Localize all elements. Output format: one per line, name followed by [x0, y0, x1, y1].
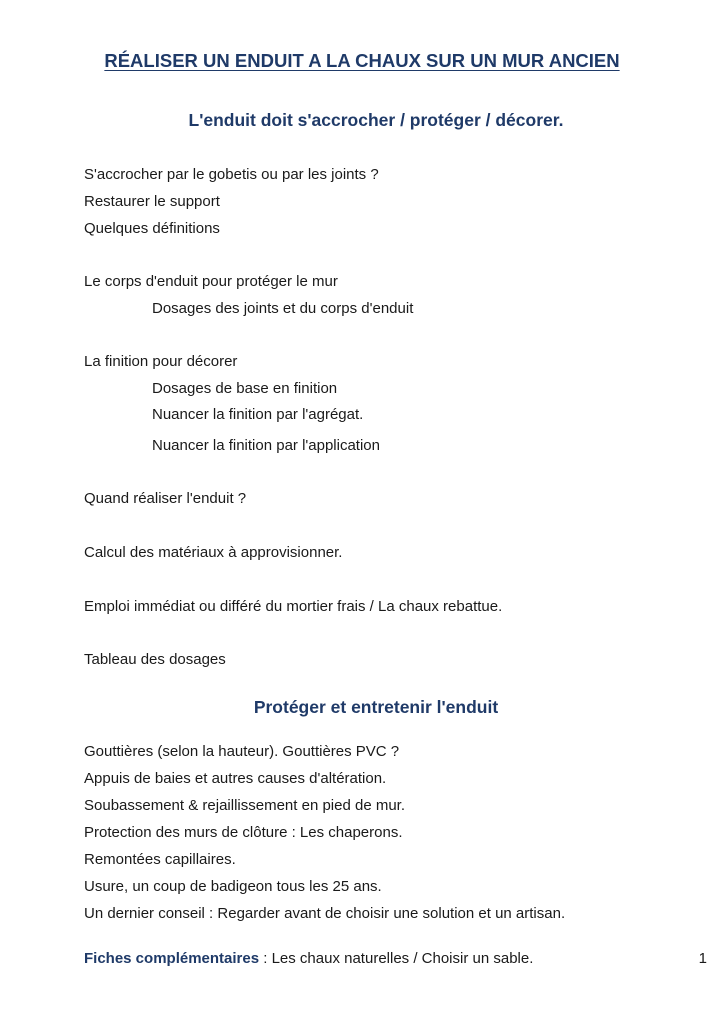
list-item: Calcul des matériaux à approvisionner.: [84, 544, 343, 561]
list-item: Soubassement & rejaillissement en pied de mur.: [84, 797, 406, 814]
sub-list-item: Dosages des joints et du corps d'enduit: [152, 300, 414, 317]
list-item: La finition pour décorer: [84, 353, 238, 370]
list-item: Quelques définitions: [84, 220, 220, 237]
sub-list-item: Nuancer la finition par l'application: [152, 437, 380, 454]
fiches-label: Fiches complémentaires: [84, 950, 260, 967]
list-item: Gouttières (selon la hauteur). Gouttières PVC ?: [84, 743, 400, 760]
fiches-line: [84, 950, 533, 967]
list-item: Usure, un coup de badigeon tous les 25 ans.: [84, 878, 382, 895]
list-item: S'accrocher par le gobetis ou par les joints ?: [84, 166, 379, 183]
list-item: Le corps d'enduit pour protéger le mur: [84, 273, 338, 290]
fiches-text: : Les chaux naturelles / Choisir un sable.: [259, 950, 534, 967]
list-item: Appuis de baies et autres causes d'altération.: [84, 770, 387, 787]
list-item: Emploi immédiat ou différé du mortier frais / La chaux rebattue.: [84, 598, 503, 615]
list-item: Remontées capillaires.: [84, 851, 236, 868]
list-item: Un dernier conseil : Regarder avant de choisir une solution et un artisan.: [84, 905, 566, 922]
section-heading-enduit: L'enduit doit s'accrocher / protéger / décorer.: [188, 110, 564, 130]
document-title: RÉALISER UN ENDUIT A LA CHAUX SUR UN MUR ANCIEN: [104, 50, 620, 71]
page-number: 1: [698, 950, 707, 967]
list-item: Protection des murs de clôture : Les chaperons.: [84, 824, 403, 841]
sub-list-item: Nuancer la finition par l'agrégat.: [152, 406, 364, 423]
list-item: Quand réaliser l'enduit ?: [84, 490, 247, 507]
section-heading-proteger: Protéger et entretenir l'enduit: [253, 697, 499, 717]
list-item: Restaurer le support: [84, 193, 220, 210]
list-item: Tableau des dosages: [84, 651, 226, 668]
sub-list-item: Dosages de base en finition: [152, 380, 338, 397]
